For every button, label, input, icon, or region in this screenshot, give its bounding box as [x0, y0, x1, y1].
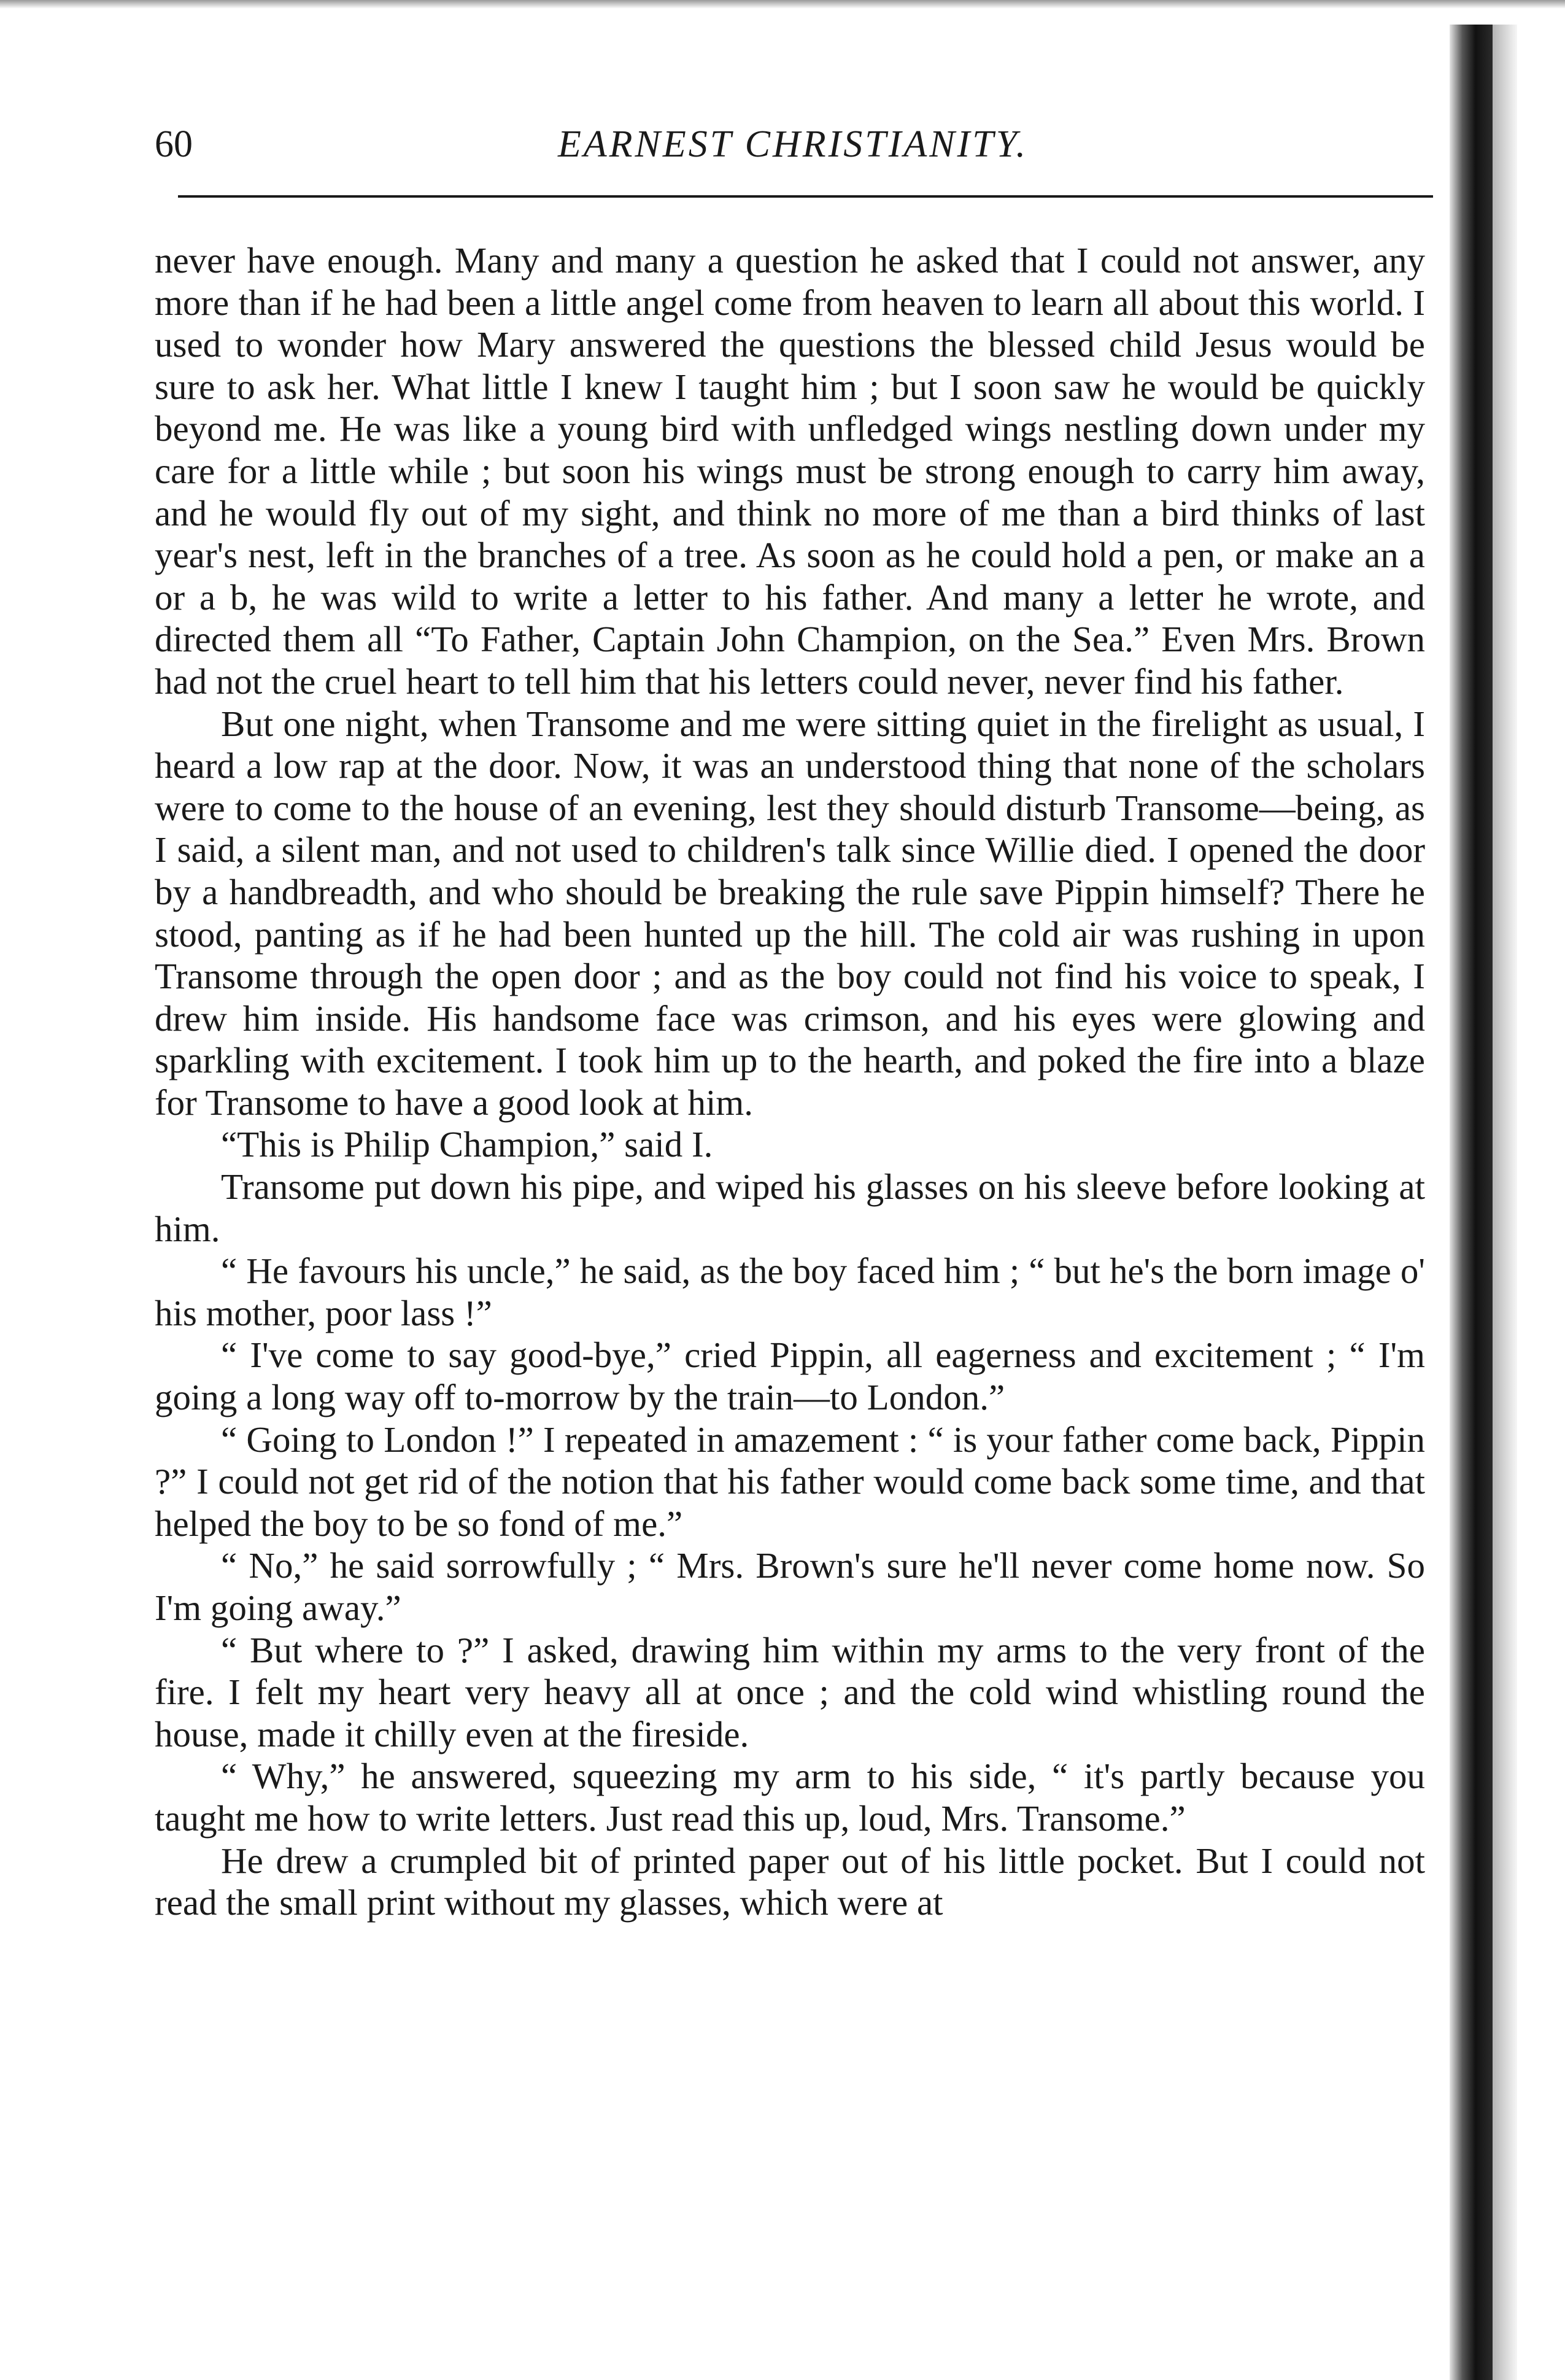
page-number: 60 — [155, 123, 193, 165]
paragraph: He drew a crumpled bit of printed paper out of his little pocket. But I could not read the small print without my glasses, which were at — [155, 1840, 1425, 1923]
paragraph: “This is Philip Champion,” said I. — [221, 1124, 713, 1165]
body-text — [155, 239, 1425, 1924]
paragraph: “ I've come to say good-bye,” cried Pippin, all eagerness and excitement ; “ I'm going a long way off to-morrow by the train—to London.” — [155, 1335, 1425, 1418]
paragraph: Transome put down his pipe, and wiped his glasses on his sleeve before looking at him. — [155, 1166, 1425, 1249]
binding-shadow — [1493, 25, 1517, 2380]
paragraph: “ He favours his uncle,” he said, as the boy faced him ; “ but he's the born image o' his mother, poor lass !” — [155, 1250, 1425, 1333]
binding-edge — [1450, 25, 1493, 2380]
running-title: EARNEST CHRISTIANITY. — [557, 123, 1029, 165]
header-rule — [178, 195, 1433, 198]
paragraph: “ Why,” he answered, squeezing my arm to his side, “ it's partly because you taught me how to write letters. Just read this up, loud, Mrs. Transome.” — [155, 1756, 1425, 1839]
page-header — [155, 117, 1431, 172]
paragraph: never have enough. Many and many a question he asked that I could not answer, any more than if he had been a little angel come from heaven to learn all about this world. I used to wonder how Mary answered the questions the blessed child Jesus would be sure to ask her. What little I knew I taught him ; but I soon saw he would be quickly beyond me. He was like a young bird with unfledged wings nestling down under my care for a little while ; but soon his wings must be strong enough to carry him away, and he would fly out of my sight, and think no more of me than a bird thinks of last year's nest, left in the branches of a tree. As soon as he could hold a pen, or make an a or a b, he was wild to write a letter to his father. And many a letter he wrote, and directed them all “To Father, Captain John Champion, on the Sea.” Even Mrs. Brown had not the cruel heart to tell him that his letters could never, never find his father. — [155, 240, 1425, 702]
paragraph: “ Going to London !” I repeated in amazement : “ is your father come back, Pippin ?” I could not get rid of the notion that his father would come back some time, and that helped the boy to be so fond of me.” — [155, 1419, 1425, 1544]
paragraph: “ But where to ?” I asked, drawing him within my arms to the very front of the fire. I felt my heart very heavy all at once ; and the cold wind whistling round the house, made it chilly even at the fireside. — [155, 1629, 1425, 1754]
paragraph: But one night, when Transome and me were sitting quiet in the firelight as usual, I heard a low rap at the door. Now, it was an understood thing that none of the scholars were to come to the house of an evening, lest they should disturb Transome—being, as I said, a silent man, and not used to children's talk since Willie died. I opened the door by a handbreadth, and who should be breaking the rule save Pippin himself? There he stood, panting as if he had been hunted up the hill. The cold air was rushing in upon Transome through the open door ; and as the boy could not find his voice to speak, I drew him inside. His handsome face was crimson, and his eyes were glowing and sparkling with excitement. I took him up to the hearth, and poked the fire into a blaze for Transome to have a good look at him. — [155, 703, 1425, 1123]
paragraph: “ No,” he said sorrowfully ; “ Mrs. Brown's sure he'll never come home now. So I'm going away.” — [155, 1545, 1425, 1628]
page-top-edge — [0, 0, 1565, 9]
